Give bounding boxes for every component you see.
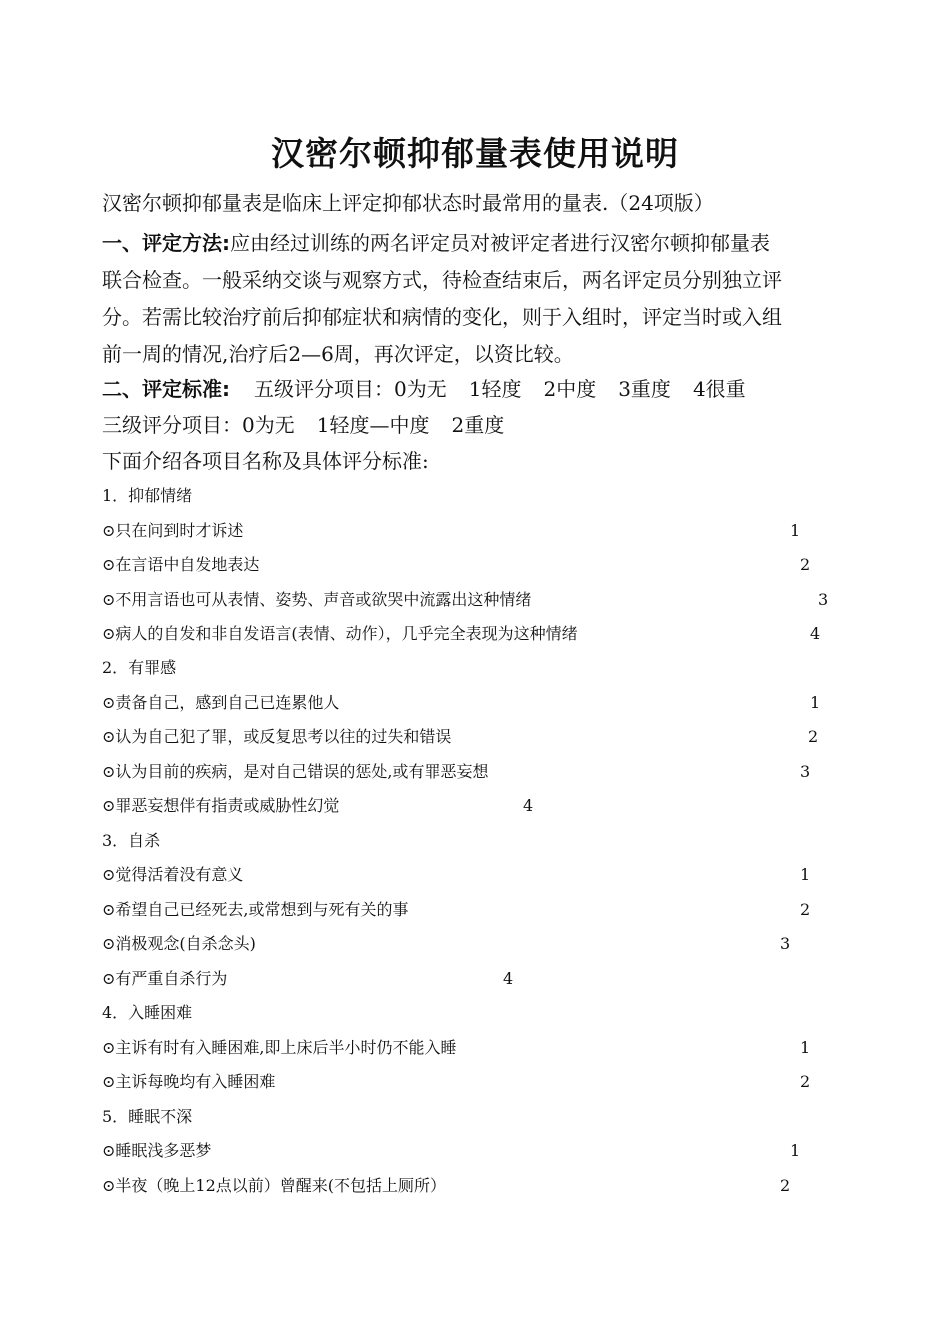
item-text: ⊙只在问到时才诉述	[102, 521, 244, 540]
method-line-1	[102, 224, 872, 262]
item-text: ⊙觉得活着没有意义	[102, 865, 244, 884]
five-level-3: 3重度	[618, 377, 671, 401]
item-text: ⊙责备自己，感到自己已连累他人	[102, 693, 340, 712]
item-score: 2	[808, 727, 819, 746]
item-score: 4	[503, 969, 514, 988]
method-line-4: 前一周的情况,治疗后2—6周，再次评定，以资比较。	[102, 342, 574, 366]
item-text: ⊙消极观念(自杀念头)	[102, 934, 256, 953]
section-heading-depressed-mood: 1．抑郁情绪	[102, 486, 193, 505]
three-level-1: 1轻度—中度	[316, 413, 430, 437]
items-intro: 下面介绍各项目名称及具体评分标准:	[102, 449, 429, 473]
item-text: ⊙病人的自发和非自发语言(表情、动作），几乎完全表现为这种情绪	[102, 624, 578, 643]
item-score: 2	[800, 900, 811, 919]
item-text: ⊙认为目前的疾病，是对自己错误的惩处,或有罪恶妄想	[102, 762, 489, 781]
method-line-2: 联合检查。一般采纳交谈与观察方式，待检查结束后，两名评定员分别独立评	[102, 268, 782, 292]
three-level-label: 三级评分项目：	[102, 413, 242, 437]
item-text: ⊙罪恶妄想伴有指责或威胁性幻觉	[102, 796, 340, 815]
item-score: 1	[790, 1141, 801, 1160]
item-score: 1	[790, 521, 801, 540]
five-level-1: 1轻度	[468, 377, 522, 401]
item-score: 1	[800, 865, 811, 884]
item-score: 1	[800, 1038, 811, 1057]
item-score: 3	[780, 934, 791, 953]
page-title: 汉密尔顿抑郁量表使用说明	[271, 134, 679, 173]
five-level-4: 4很重	[692, 377, 746, 401]
method-text-1: 应由经过训练的两名评定员对被评定者进行汉密尔顿抑郁量表	[230, 231, 770, 255]
three-level-2: 2重度	[451, 413, 505, 437]
item-text: ⊙半夜（晚上12点以前）曾醒来(不包括上厕所）	[102, 1176, 447, 1195]
section-heading-early-insomnia: 4．入睡困难	[102, 1003, 193, 1022]
standard-line-2	[102, 406, 872, 444]
item-text: ⊙希望自己已经死去,或常想到与死有关的事	[102, 900, 409, 919]
item-score: 4	[523, 796, 534, 815]
standard-line-1	[102, 370, 872, 408]
three-level-0: 0为无	[242, 413, 295, 437]
item-score: 2	[800, 555, 811, 574]
item-score: 4	[810, 624, 821, 643]
item-score: 3	[818, 590, 829, 609]
five-level-2: 2中度	[543, 377, 597, 401]
item-score: 3	[800, 762, 811, 781]
section-heading-guilt: 2．有罪感	[102, 658, 177, 677]
item-score: 2	[800, 1072, 811, 1091]
method-line-3: 分。若需比较治疗前后抑郁症状和病情的变化，则于入组时，评定当时或入组	[102, 305, 782, 329]
method-heading: 一、评定方法:	[102, 231, 230, 255]
five-level-label: 五级评分项目：	[254, 377, 394, 401]
item-text: ⊙不用言语也可从表情、姿势、声音或欲哭中流露出这种情绪	[102, 590, 532, 609]
section-heading-shallow-sleep: 5．睡眠不深	[102, 1107, 193, 1126]
item-text: ⊙有严重自杀行为	[102, 969, 228, 988]
item-score: 1	[810, 693, 821, 712]
five-level-0: 0为无	[394, 377, 447, 401]
item-text: ⊙主诉有时有入睡困难,即上床后半小时仍不能入睡	[102, 1038, 457, 1057]
intro-paragraph: 汉密尔顿抑郁量表是临床上评定抑郁状态时最常用的量表.（24项版）	[102, 191, 714, 215]
section-heading-suicide: 3．自杀	[102, 831, 161, 850]
item-text: ⊙在言语中自发地表达	[102, 555, 260, 574]
standard-heading: 二、评定标准:	[102, 377, 230, 401]
item-text: ⊙认为自己犯了罪，或反复思考以往的过失和错误	[102, 727, 452, 746]
item-text: ⊙睡眠浅多恶梦	[102, 1141, 212, 1160]
item-text: ⊙主诉每晚均有入睡困难	[102, 1072, 276, 1091]
item-score: 2	[780, 1176, 791, 1195]
